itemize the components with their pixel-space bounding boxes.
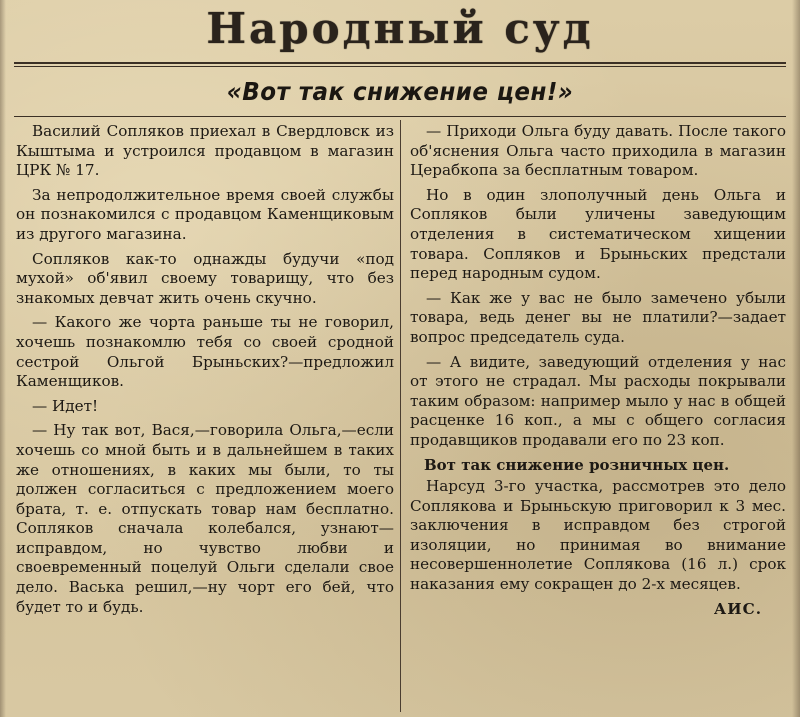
verdict-heading: Вот так снижение розничных цен. [424, 455, 730, 474]
title-rule [14, 62, 786, 64]
paragraph: — Ну так вот, Вася,—говорила Ольга,—если хочешь со мной быть и в дальнейшем в таких же отношениях, в каких мы были, то ты должен согласиться с предложением моего брата, т. е. отпускать товар нам бесплатно. Сопляков сначала колебался, узнают—исправдом, но чувство любви и своевременный поцелуй Ольги сделали свое дело. Васька решил,—ну чорт его бей, что будет то и будь. [16, 421, 394, 616]
paragraph: Василий Сопляков приехал в Свердловск из Кыштыма и устроился продавцом в магазин ЦРК № 17. [16, 122, 394, 180]
paragraph: — Какого же чорта раньше ты не говорил, хочешь познакомлю тебя со своей сродной сестрой Ольгой Брыньских?—предложил Каменщиков. [16, 313, 394, 391]
paragraph: — Как же у вас не было замечено убыли товара, ведь денег вы не платили?—задает вопрос председатель суда. [410, 288, 786, 346]
verdict-paragraph: Нарсуд 3-го участка, рассмотрев это дело Соплякова и Брыньскую приговорил к 3 мес. заключения в исправдом без строгой изоляции, но принимая во внимание несовершеннолетие Соплякова (16 л.) срок наказания ему сокращен до 2-х месяцев. [410, 477, 786, 594]
paragraph: — Приходи Ольга буду давать. После такого об'яснения Ольга часто приходила в магазин Церабкопа за бесплатным товаром. [410, 122, 786, 180]
section-title: Народный суд [206, 4, 594, 53]
left-column [16, 122, 394, 622]
page-edge-shadow-left [0, 0, 6, 717]
paragraph: За непродолжительное время своей службы он познакомился с продавцом Каменщиковым из другого магазина. [16, 185, 394, 243]
author-signature: АИС. [713, 599, 762, 618]
page-edge-shadow-right [792, 0, 800, 717]
title-rule-thin [14, 66, 786, 67]
paragraph: — А видите, заведующий отделения у нас от этого не страдал. Мы расходы покрывали таким образом: например мыло у нас в общей расценке 16 коп., а мы с общего согласия продавщиков продавали его по 23 коп. [410, 352, 786, 449]
headline-rule [14, 116, 786, 117]
paragraph: Но в один злополучный день Ольга и Сопляков были уличены заведующим отделения в систематическом хищении товара. Сопляков и Брыньских предстали перед народным судом. [410, 185, 786, 283]
column-divider [400, 120, 401, 712]
article-headline: «Вот так снижение цен!» [226, 77, 574, 106]
paragraph: — Идет! [32, 396, 99, 415]
paragraph: Сопляков как-то однажды будучи «под мухой» об'явил своему товарищу, что без знакомых девчат жить очень скучно. [16, 249, 394, 307]
right-column [410, 122, 786, 624]
